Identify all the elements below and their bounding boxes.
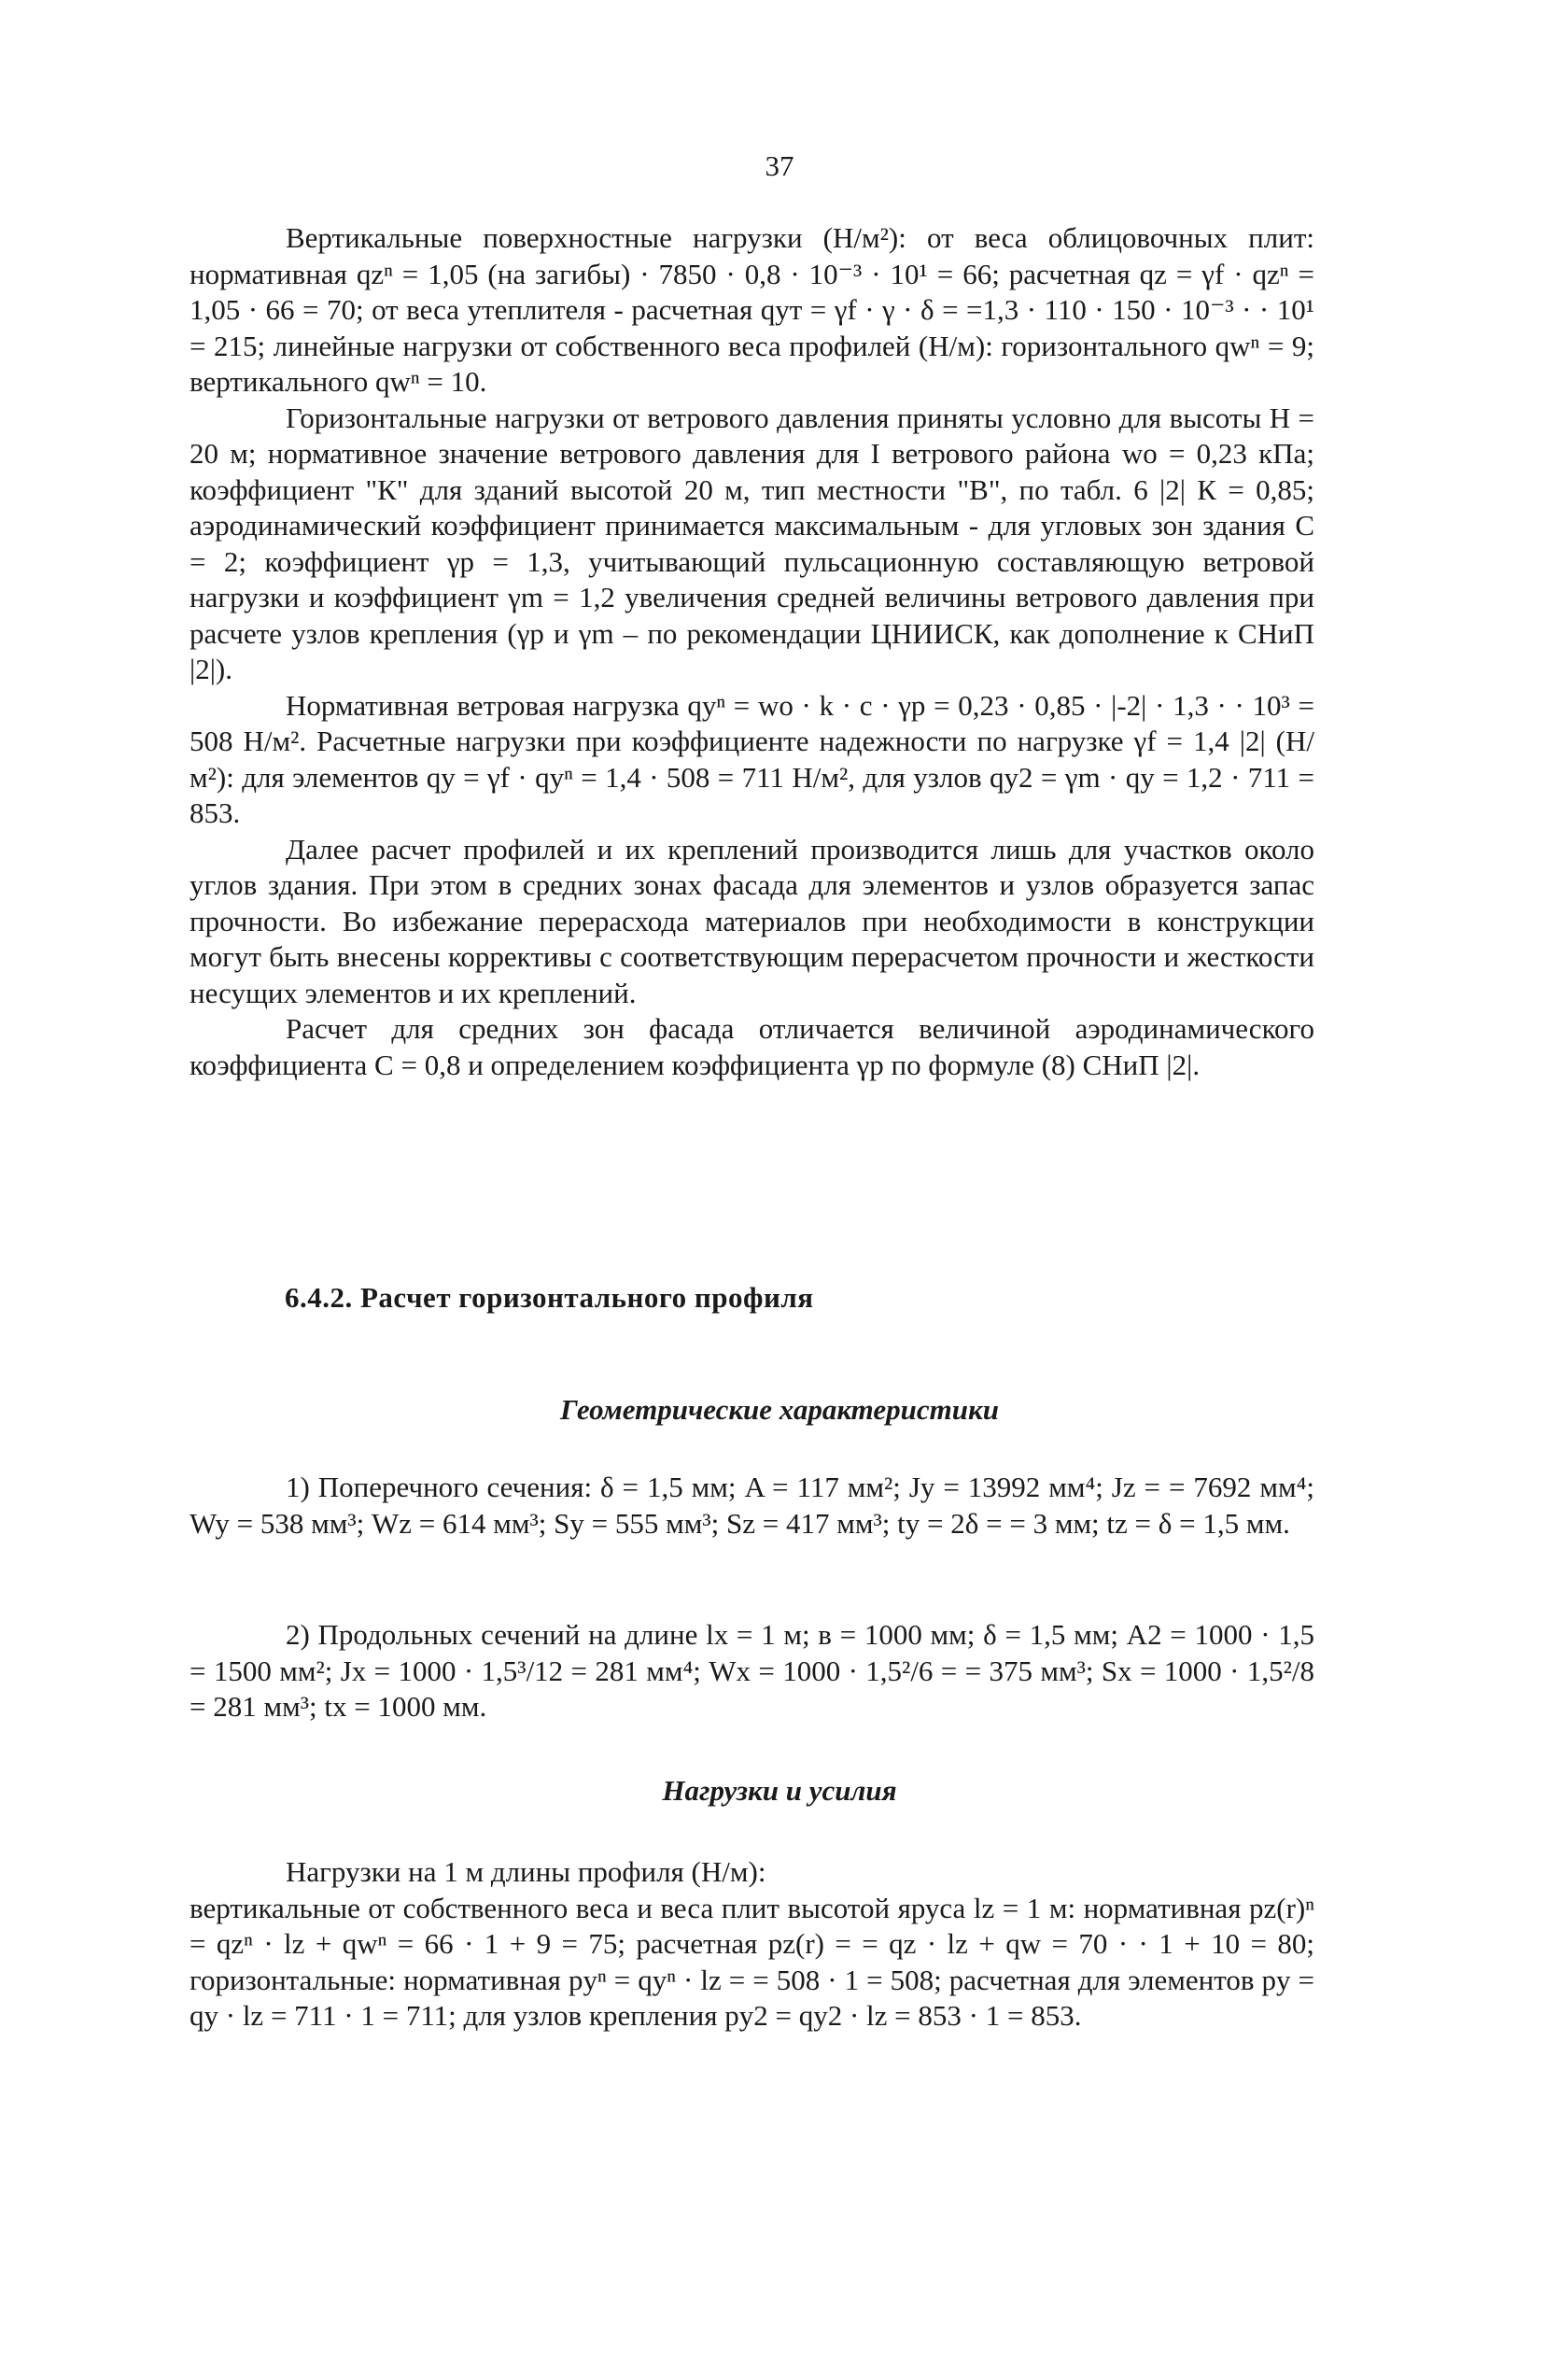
- loads-values-paragraph: вертикальные от собственного веса и веса плит высотой яруса lz = 1 м: нормативная pz(r)ⁿ = qzⁿ · lz + qwⁿ = 66 · 1 + 9 = 75; расчетная pz(r) = = qz · lz + qw = 70 · · 1 + 10 = 80; горизонтальные: нормативная pyⁿ = qyⁿ · lz = = 508 · 1 = 508; расчетная для элементов py = qy · lz = 711 · 1 = 711; для узлов крепления py2 = qy2 · lz = 853 · 1 = 853.: [190, 1891, 1314, 2032]
- longitudinal-section-paragraph: 2) Продольных сечений на длине lx = 1 м; в = 1000 мм; δ = 1,5 мм; A2 = 1000 · 1,5 = 1500 мм²; Jx = 1000 · 1,5³/12 = 281 мм⁴; Wx = 1000 · 1,5²/6 = = 375 мм³; Sx = 1000 · 1,5²/8 = 281 мм³; tx = 1000 мм.: [190, 1618, 1314, 1723]
- cross-section-block: [190, 1470, 1314, 1542]
- loads-section: [190, 1854, 1314, 2035]
- loads-intro-paragraph: Нагрузки на 1 м длины профиля (Н/м):: [286, 1855, 766, 1888]
- geometry-heading: Геометрические характеристики: [560, 1393, 999, 1426]
- horizontal-loads-paragraph: Горизонтальные нагрузки от ветрового давления приняты условно для высоты H = 20 м; нормативное значение ветрового давления для I ветрового района wo = 0,23 кПа; коэффициент "К" для зданий высотой 20 м, тип местности "В", по табл. 6 |2| К = 0,85; аэродинамический коэффициент принимается максимальным - для угловых зон здания С = 2; коэффициент γp = 1,3, учитывающий пульсационную составляющую ветровой нагрузки и коэффициент γm = 1,2 увеличения средней величины ветрового давления при расчете узлов крепления (γp и γm – по рекомендации ЦНИИСК, как дополнение к СНиП |2|).: [190, 401, 1314, 685]
- intro-section: [190, 220, 1314, 1083]
- corner-zones-paragraph: Далее расчет профилей и их креплений производится лишь для участков около углов здания. При этом в средних зонах фасада для элементов и узлов образуется запас прочности. Во избежание перерасхода материалов при необходимости в конструкции могут быть внесены коррективы с соответствующим перерасчетом прочности и жесткости несущих элементов и их креплений.: [190, 832, 1314, 1009]
- longitudinal-section-block: [190, 1617, 1314, 1725]
- vertical-loads-paragraph: Вертикальные поверхностные нагрузки (Н/м²): от веса облицовочных плит: нормативная qzⁿ = 1,05 (на загибы) · 7850 · 0,8 · 10⁻³ · 10¹ = 66; расчетная qz = γf · qzⁿ = 1,05 · 66 = 70; от веса утеплителя - расчетная qут = γf · γ · δ = =1,3 · 110 · 150 · 10⁻³ · · 10¹ = 215; линейные нагрузки от собственного веса профилей (Н/м): горизонтального qwⁿ = 9; вертикального qwⁿ = 10.: [190, 221, 1314, 398]
- middle-zones-paragraph: Расчет для средних зон фасада отличается величиной аэродинамического коэффициента С = 0,8 и определением коэффициента γp по формуле (8) СНиП |2|.: [190, 1012, 1314, 1081]
- wind-load-paragraph: Нормативная ветровая нагрузка qyⁿ = wo · k · c · γp = 0,23 · 0,85 · |-2| · 1,3 · · 10³ = 508 Н/м². Расчетные нагрузки при коэффициенте надежности по нагрузке γf = 1,4 |2| (Н/м²): для элементов qy = γf · qyⁿ = 1,4 · 508 = 711 Н/м², для узлов qy2 = γm · qy = 1,2 · 711 = 853.: [190, 688, 1314, 829]
- page-number: 37: [765, 149, 794, 182]
- section-heading: 6.4.2. Расчет горизонтального профиля: [285, 1281, 814, 1314]
- loads-heading: Нагрузки и усилия: [662, 1774, 897, 1807]
- cross-section-paragraph: 1) Поперечного сечения: δ = 1,5 мм; A = 117 мм²; Jy = 13992 мм⁴; Jz = = 7692 мм⁴; Wy = 538 мм³; Wz = 614 мм³; Sy = 555 мм³; Sz = 417 мм³; ty = 2δ = = 3 мм; tz = δ = 1,5 мм.: [190, 1471, 1314, 1540]
